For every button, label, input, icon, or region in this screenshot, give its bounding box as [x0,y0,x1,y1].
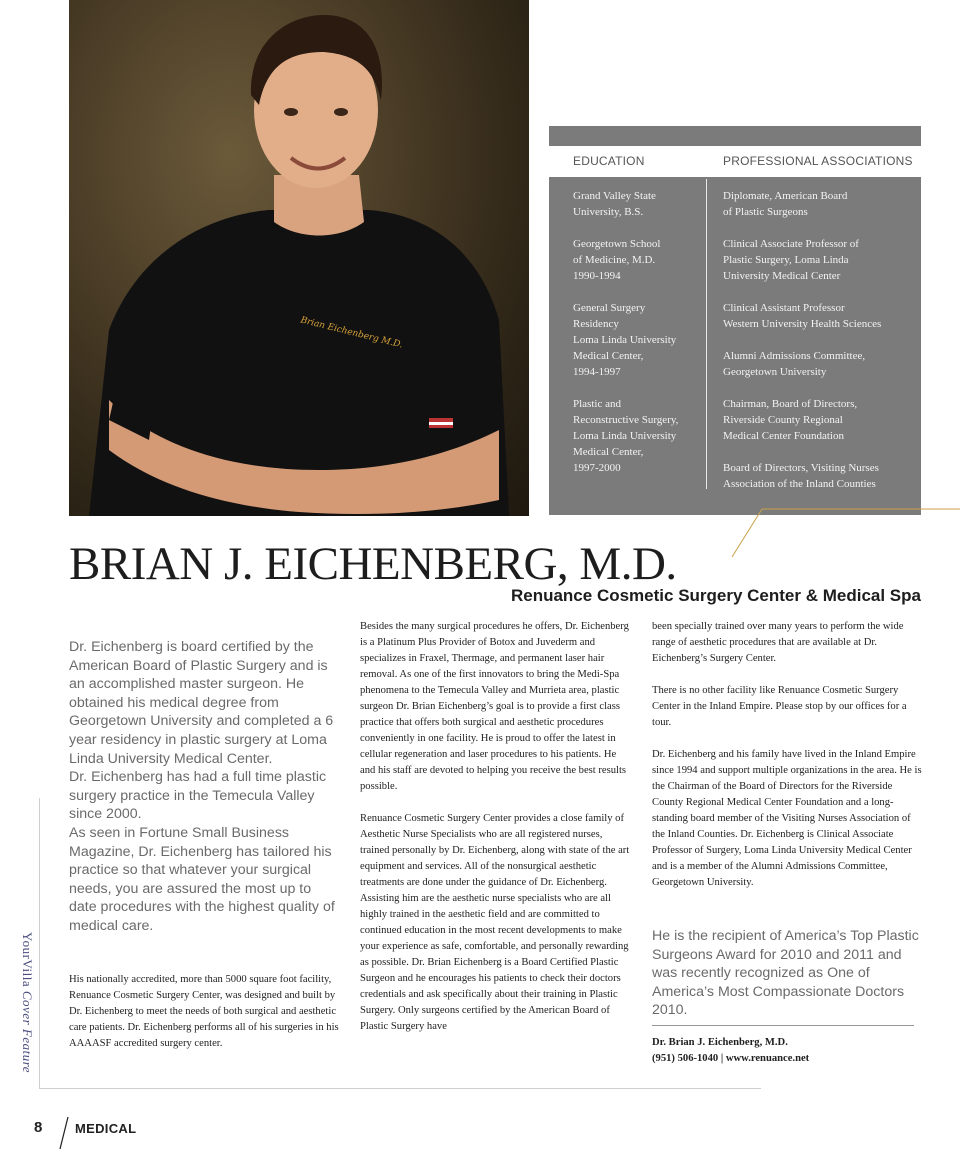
body-paragraph: Dr. Eichenberg and his family have lived in the Inland Empire since 1994 and support multiple organizations in the area. He is the Chairman of the Board of Directors for the Riverside County Regional Medical Center Foundation and a long-standing board member of the Visiting Nurses Association of the Inland Counties. Dr. Eichenberg is Clinical Associate Professor of Surgery, Loma Linda University Medical Center and is a member of the Alumni Admissions Committee, Georgetown University. [652,749,922,888]
education-item: Plastic and Reconstructive Surgery, Loma Linda University Medical Center, 1997-2000 [573,398,679,474]
magazine-brand: YourVilla [20,932,35,988]
footer-slash [58,1115,70,1151]
magazine-side-label [19,932,35,1073]
column-1-body [69,972,339,1068]
association-item: Chairman, Board of Directors, Riverside County Regional Medical Center Foundation [723,398,858,442]
associations-heading: PROFESSIONAL ASSOCIATIONS [723,154,913,168]
intro-paragraph: Dr. Eichenberg has had a full time plastic surgery practice in the Temecula Valley since 2000. [69,769,327,823]
association-item: Clinical Associate Professor of Plastic Surgery, Loma Linda University Medical Center [723,238,859,282]
education-heading: EDUCATION [573,154,645,168]
body-paragraph: been specially trained over many years to perform the wide range of aesthetic procedures that are available at Dr. Eichenberg’s Surgery Center. [652,621,904,664]
page-number: 8 [34,1119,43,1136]
credentials-header-bar [549,126,921,146]
body-paragraph: His nationally accredited, more than 5000 square foot facility, Renuance Cosmetic Surgery Center, was designed and built by Dr. Eichenberg to meet the needs of both surgical and aesthetic care patients. Dr. Eichenberg performs all of his surgeries in his AAAASF accredited surgery center. [69,974,339,1049]
credentials-divider [706,179,707,489]
column-3-body [652,619,922,907]
article-title: BRIAN J. EICHENBERG, M.D. [69,538,677,590]
contact-name: Dr. Brian J. Eichenberg, M.D. [652,1037,788,1048]
education-item: Grand Valley State University, B.S. [573,190,656,218]
intro-paragraph: As seen in Fortune Small Business Magazine, Dr. Eichenberg has tailored his practice so that whatever your surgical needs, you are assured the most up to date procedures with the highest quality of medical care. [69,824,335,934]
article-subtitle: Renuance Cosmetic Surgery Center & Medical Spa [510,586,921,605]
doctor-photo [69,0,529,516]
body-paragraph: Renuance Cosmetic Surgery Center provides a close family of Aesthetic Nurse Specialists who are all registered nurses, trained personally by Dr. Eichenberg, along with state of the art equipment and services. All of the nonsurgical aesthetic treatments are done under the guidance of Dr. Eichenberg. Assisting him are the aesthetic nurse specialists who are all highly trained in the aesthetic field and are committed to continued education in the most recent developments to make your experience as safe, comfortable, and personally rewarding as possible. Dr. Brian Eichenberg is a Board Certified Plastic Surgeon and he encourages his patients to check their doctors credentials and ask specifically about their training in Plastic Surgery. Only surgeons certified by the American Board of Plastic Surgery have [360,813,630,1032]
section-label: MEDICAL [75,1121,137,1136]
education-item: General Surgery Residency Loma Linda University Medical Center, 1994-1997 [573,302,677,378]
intro-paragraph: Dr. Eichenberg is board certified by the American Board of Plastic Surgery and is an accomplished master surgeon. He obtained his medical degree from Georgetown University and completed a 6 year residency in plastic surgery at Loma Linda University Medical Center. [69,639,334,767]
body-paragraph: Besides the many surgical procedures he offers, Dr. Eichenberg is a Platinum Plus Provider of Botox and Juvederm and specializes in Fraxel, Thermage, and permanent laser hair removal. As one of the first innovators to bring the Medi-Spa phenomena to the Temecula Valley and Murrieta area, plastic surgeon Dr. Brian Eichenberg’s goal is to provide a first class practice that offers both surgical and aesthetic procedures conveniently in one facility. He is proud to offer the latest in cellular regeneration and laser procedures to his patients. He and his staff are devoted to helping you receive the best results possible. [360,621,629,792]
education-item: Georgetown School of Medicine, M.D. 1990-1994 [573,238,661,282]
association-item: Board of Directors, Visiting Nurses Association of the Inland Counties [723,462,879,490]
column-2-body [360,619,630,1051]
contact-phone-web: (951) 506-1040 | www.renuance.net [652,1053,810,1064]
quote-divider [652,1025,914,1026]
doctor-portrait-illustration [69,0,529,516]
pull-quote: He is the recipient of America’s Top Plastic Surgeons Award for 2010 and 2011 and was recently recognized as One of America’s Most Compassionate Doctors 2010. [652,928,919,1019]
shirt-embroidery: Brian Eichenberg M.D. [299,315,404,351]
association-item: Alumni Admissions Committee, Georgetown University [723,350,866,378]
feature-label: Cover Feature [20,990,35,1074]
body-paragraph: There is no other facility like Renuance Cosmetic Surgery Center in the Inland Empire. Please stop by our offices for a tour. [652,685,907,728]
side-rule [39,798,40,1088]
association-item: Diplomate, American Board of Plastic Surgeons [723,190,848,218]
gold-accent-lines [730,505,960,560]
intro-text [69,638,341,936]
footer-rule [39,1088,761,1089]
association-item: Clinical Assistant Professor Western University Health Sciences [723,302,882,330]
